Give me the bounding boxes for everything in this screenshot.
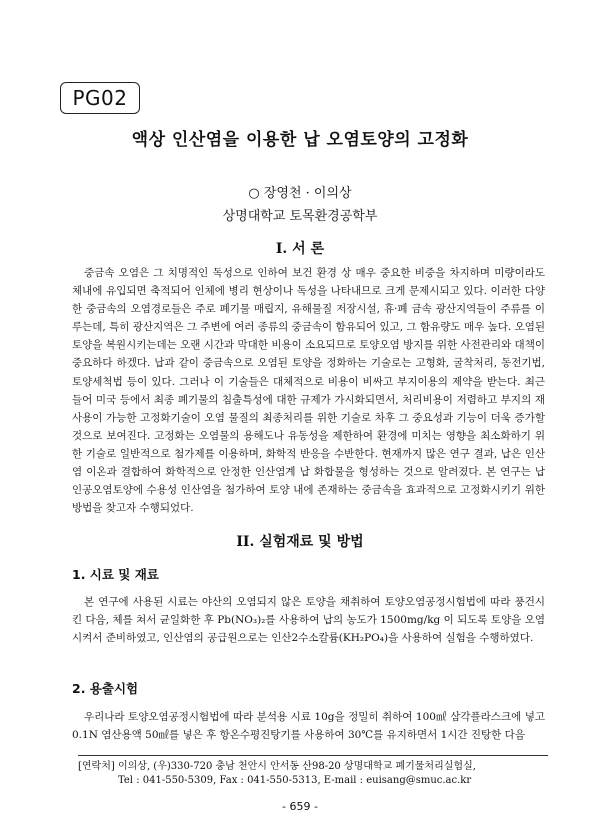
authors: ○ 장영천 · 이의상 — [248, 186, 352, 201]
affiliation: 상명대학교 토목환경공학부 — [222, 209, 378, 224]
session-code-badge: PG02 — [60, 82, 140, 114]
samples-paragraph: 본 연구에 사용된 시료는 야산의 오염되지 않은 토양을 채취하여 토양오염공정시험법에 따라 풍건시킨 다음, 체를 쳐서 균일화한 후 Pb(NO₃)₂를 사용하여 납의 농도가 1500mg/kg 이 되도록 토양을 오염시켜서 준비하였고, 인산염의 공급원으로는 인산2수소칼륨(KH₂PO₄)을 사용하여 실험을 수행하였다. — [72, 596, 545, 645]
page-number: - 659 - — [282, 800, 318, 813]
leaching-paragraph: 우리나라 토양오염공정시험법에 따라 분석용 시료 10g을 정밀히 취하여 100㎖ 삼각플라스크에 넣고 0.1N 염산용액 50㎖를 넣은 후 항온수평진탕기를 사용하여 30℃를 유지하면서 1시간 진탕한 다음 — [72, 711, 545, 742]
section-heading-methods: II. 실험재료 및 방법 — [236, 534, 364, 550]
contact-footnote — [78, 755, 548, 788]
subsection-heading-leaching: 2. 용출시험 — [72, 681, 139, 696]
section-heading-introduction: I. 서 론 — [275, 241, 325, 257]
subsection-heading-samples: 1. 시료 및 재료 — [72, 567, 159, 582]
introduction-paragraph: 중금속 오염은 그 치명적인 독성으로 인하여 보건 환경 상 매우 중요한 비중을 차지하며 미량이라도 체내에 유입되면 축적되어 인체에 병리 현상이나 독성을 나타내므로 크게 문제시되고 있다. 이러한 다양한 중금속의 오염경로들은 주로 폐기물 매립지, 유해물질 저장시설, 휴·폐 금속 광산지역들이 주류를 이루는데, 특히 광산지역은 그 주변에 여러 종류의 중금속이 함유되어 있고, 그 함유량도 매우 높다. 오염된 토양을 복원시키는데는 오랜 시간과 막대한 비용이 소요되므로 토양오염 방지를 위한 사전관리와 대책이 중요하다 하겠다. 납과 같이 중금속으로 오염된 토양을 정화하는 기술로는 고형화, 굴착처리, 동전기법, 토양세척법 등이 있다. 그러나 이 기술들은 대체적으로 비용이 비싸고 부지이용의 제약을 받는다. 최근 들어 미국 등에서 최종 폐기물의 침출특성에 대한 규제가 가시화되면서, 처리비용이 저렴하고 부지의 재사용이 가능한 고정화기술이 오염 물질의 최종처리를 위한 기술로 차후 그 중요성과 기능이 더욱 증가할 것으로 보여진다. 고정화는 오염물의 용해도나 유동성을 제한하여 환경에 미치는 영향을 최소화하기 위한 기술로 일반적으로 첨가제를 이용하며, 화학적 반응을 수반한다. 현재까지 많은 연구 결과, 납은 인산염 이온과 결합하여 화학적으로 안정한 인산염계 납 화합물을 형성하는 것으로 알려졌다. 본 연구는 납 인공오염토양에 수용성 인산염을 첨가하여 토양 내에 존재하는 중금속을 효과적으로 고정화시키기 위한 방법을 찾고자 수행되었다. — [72, 267, 545, 515]
footnote-address-line: [연락처] 이의상, (우)330-720 충남 천안시 안서동 산98-20 상명대학교 폐기물처리실험실, — [78, 761, 476, 772]
footnote-contact-line: Tel : 041-550-5309, Fax : 041-550-5313, E-mail : euisang@smuc.ac.kr — [118, 775, 472, 786]
paper-title: 액상 인산염을 이용한 납 오염토양의 고정화 — [131, 130, 469, 150]
